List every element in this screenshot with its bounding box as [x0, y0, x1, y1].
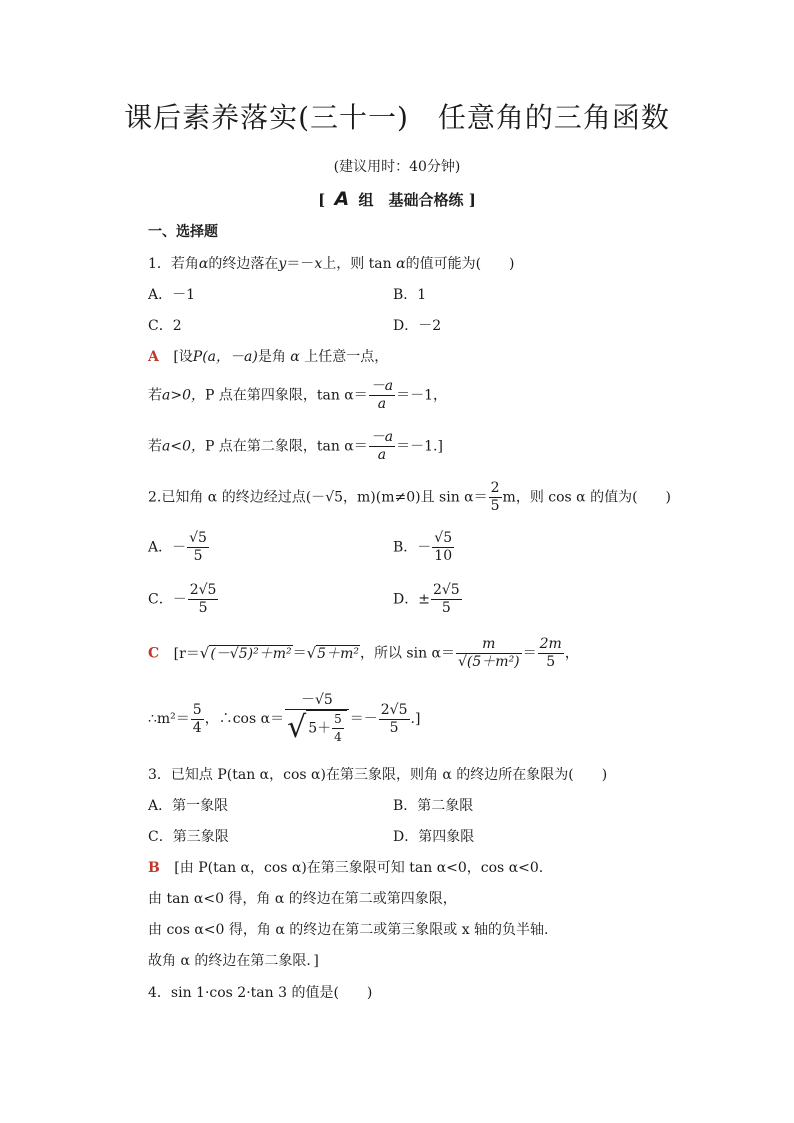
q1-option-b: B．1	[393, 287, 427, 303]
q2-option-c: C．－ $\frac{2√5}{5}$	[148, 582, 217, 616]
q3-solution-line-3: 由 cos α<0 得，角 α 的终边在第二或第三象限或 x 轴的负半轴.	[148, 922, 549, 938]
q3-solution-line-4: 故角 α 的终边在第二象限．]	[148, 953, 319, 969]
q3-option-d: D．第四象限	[393, 829, 475, 845]
group-letter: A	[334, 188, 350, 210]
q3-option-c: C．第三象限	[148, 829, 229, 845]
time-note: (建议用时：40分钟)	[333, 159, 461, 175]
section-heading: 一、选择题	[148, 224, 218, 240]
q2-answer: C	[148, 645, 160, 662]
q1-stem: 1．若角α的终边落在y＝－x上，则 tan α的值可能为( )	[148, 256, 515, 272]
q1-option-d: D．－2	[393, 318, 442, 334]
q1-solution-line-3: 若a<0，P 点在第二象限，tan α＝ $\frac{-a}{a}$ ＝－1.]	[148, 429, 443, 463]
q2-solution-line-1: C [r＝√(－√5)²＋m²＝√5＋m²，所以 sin α＝ $\frac{m}{\text{√(5＋m²)}}$ ＝ $\frac{2m}{5}$ ，	[148, 636, 579, 670]
q3-solution-line-1: B [由 P(tan α，cos α)在第三象限可知 tan α<0，cos α<0.	[148, 860, 544, 876]
q3-stem: 3．已知点 P(tan α，cos α)在第三象限，则角 α 的终边所在象限为( )	[148, 767, 608, 783]
q2-option-a: A．－ $\frac{√5}{5}$	[148, 530, 207, 564]
group-label: 组 基础合格练	[358, 191, 464, 209]
q3-solution-line-2: 由 tan α<0 得，角 α 的终边在第二或第四象限，	[148, 891, 457, 907]
q2-solution-line-2: ∴m²＝ $\frac{5}{4}$ ，∴cos α＝ －√5 √ 5＋ $\frac{5}{4}$ ＝－ $\frac{2√5}{5}$ .]	[148, 692, 421, 745]
q2-stem: 2.已知角 α 的终边经过点(－√5，m)(m≠0)且 sin α＝ $\frac{2}{5}$ m，则 cos α 的值为( )	[148, 480, 672, 514]
page-title: 课后素养落实(三十一) 任意角的三角函数	[124, 101, 670, 134]
q4-stem: 4．sin 1·cos 2·tan 3 的值是( )	[148, 985, 373, 1001]
group-heading	[0, 188, 794, 210]
q1-solution-line-1: A [设P(a，－a)是角 α 上任意一点，	[148, 349, 389, 365]
q1-solution-line-2: 若a>0，P 点在第四象限，tan α＝ $\frac{-a}{a}$ ＝－1，	[148, 378, 448, 412]
q2-option-d: D．± $\frac{2√5}{5}$	[393, 582, 460, 616]
q3-answer: B	[148, 860, 160, 876]
q3-option-a: A．第一象限	[148, 798, 229, 814]
q1-option-a: A．－1	[148, 287, 196, 303]
group-close-bracket: ]	[468, 191, 476, 209]
q1-answer: A	[148, 349, 159, 365]
q2-option-b: B．－ $\frac{√5}{10}$	[393, 530, 453, 564]
q1-option-c: C．2	[148, 318, 182, 334]
group-open-bracket: [	[318, 191, 326, 209]
q3-option-b: B．第二象限	[393, 798, 474, 814]
